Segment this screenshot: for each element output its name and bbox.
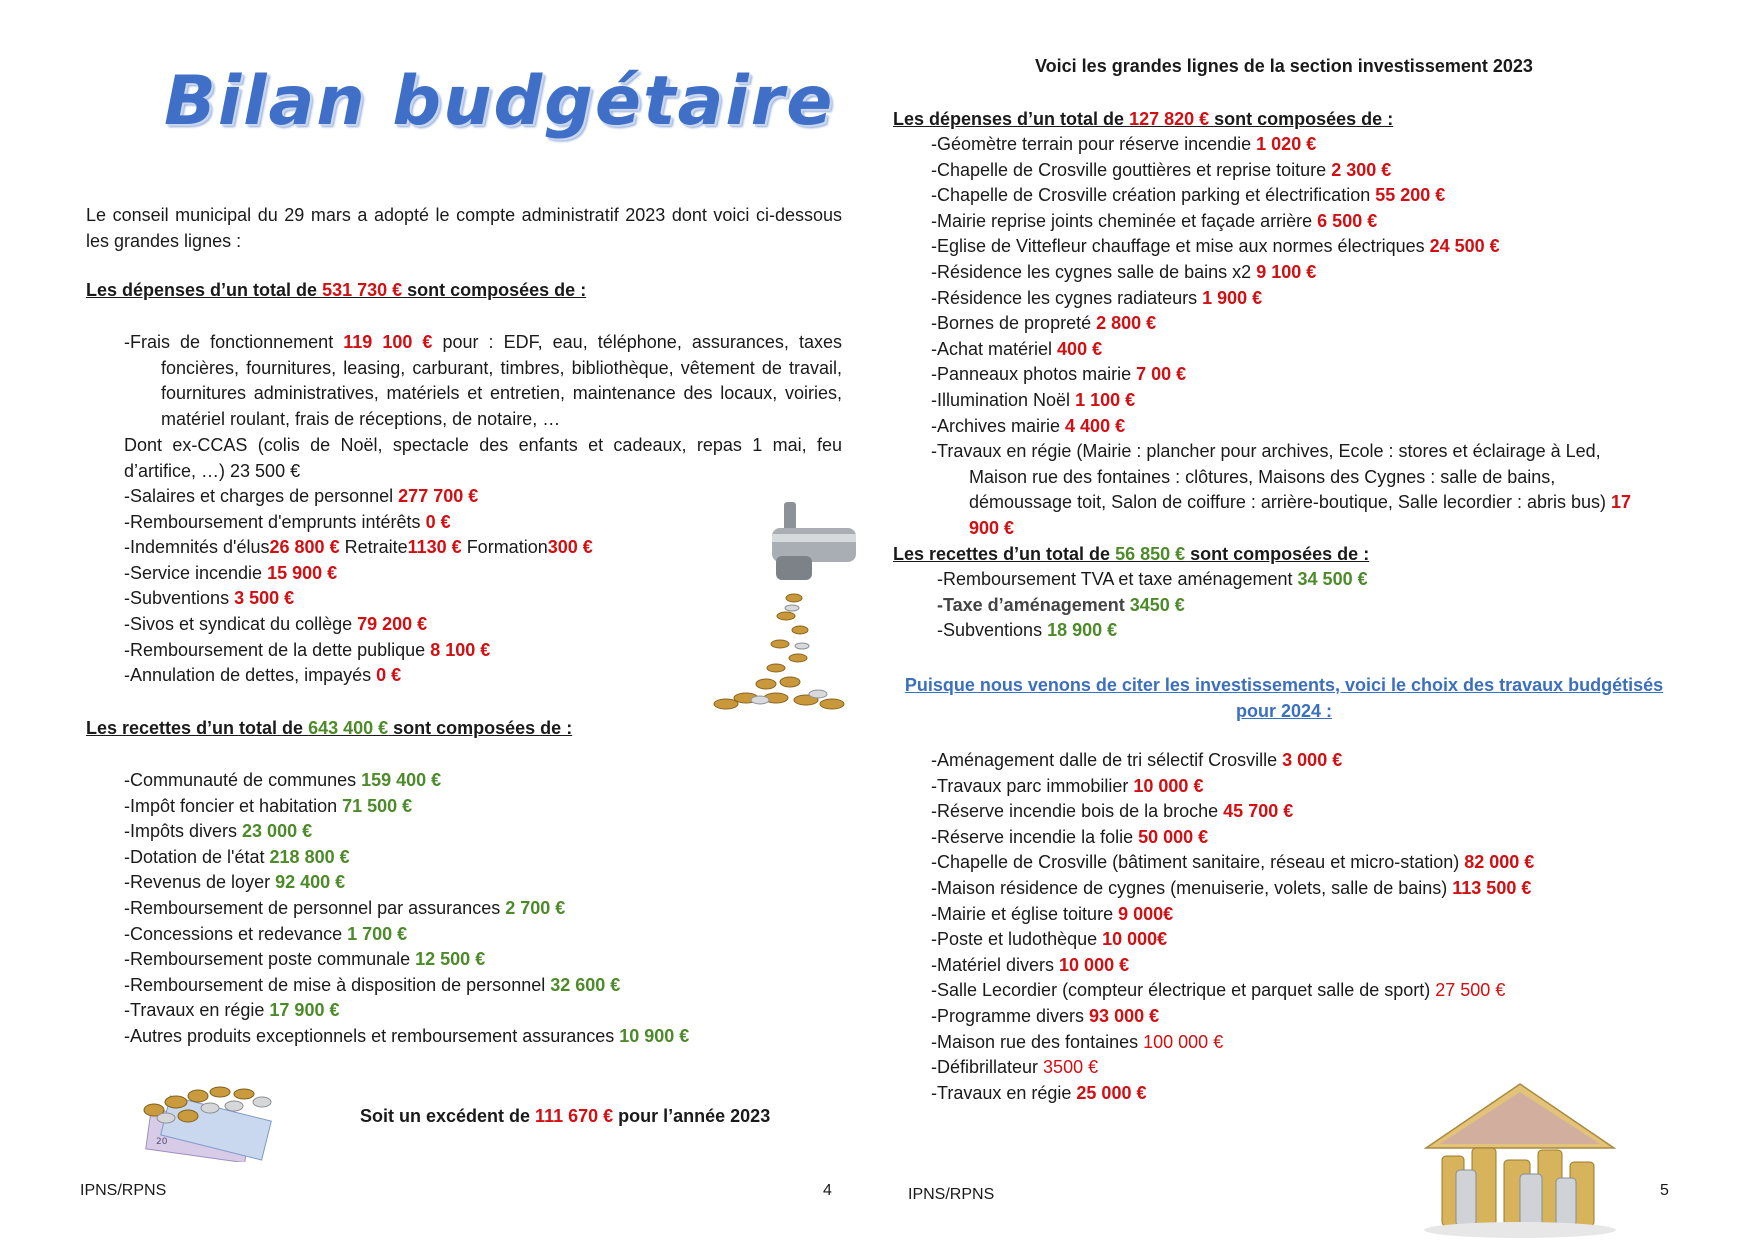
intro-paragraph: Le conseil municipal du 29 mars a adopté le compte administratif 2023 dont voici ci-dessous les grandes lignes : [86,205,842,251]
travaux-2024-list [931,748,1534,1106]
inv-depenses-list [931,132,1500,439]
frais-amount: 119 100 € [343,332,433,352]
item-label: -Taxe d’aménagement [937,594,1130,615]
item-label: -Archives mairie [931,415,1066,436]
item-amount: 3 000 € [1282,750,1343,770]
item-amount: 27 500 € [1435,980,1506,1001]
item-label: -Maison résidence de cygnes (menuiserie, volets, salle de bains) [931,877,1453,898]
item-amount: 3 500 € [234,588,295,609]
item-amount: 26 800 € [269,537,340,558]
item-amount: 2 300 € [1331,159,1392,180]
item-amount: 159 400 € [361,770,442,790]
item-label: -Travaux en régie (Mairie : plancher pour archives, Ecole : stores et éclairage à Led, Maison rue des fontaines : clôtures, Maisons des Cygnes : salle de bains, démoussage toit, Salon de coiffure : arrière-boutique, Salle lecordier : abris bus) [931,441,1612,513]
item-label: -Impôts divers [124,821,243,842]
depenses-heading-pre: Les dépenses d’un total de [86,280,323,300]
item-label: -Communauté de communes [124,770,362,790]
item-label: -Salle Lecordier (compteur électrique et parquet salle de sport) [931,980,1436,1001]
inv-recettes-pre: Les recettes d’un total de [893,544,1116,564]
item-amount: 1 020 € [1256,134,1317,154]
recettes-heading-post: sont composées de : [388,718,573,738]
list-item [931,850,1534,876]
recettes-list [124,768,689,1050]
list-item [124,510,593,536]
item-amount: 1 900 € [1202,287,1263,308]
list-item [124,561,593,587]
list-item [124,1024,689,1050]
excedent-line [360,1106,770,1127]
list-item [124,586,593,612]
travaux-2024-heading: Puisque nous venons de citer les investissements, voici le choix des travaux budgétisés pour 2024 : [904,675,1664,721]
item-amount: 71 500 € [342,795,413,816]
list-item [931,337,1500,363]
list-item [124,638,593,664]
item-amount: 10 000€ [1102,929,1168,950]
list-item [931,132,1500,158]
item-amount: 8 100 € [430,639,491,660]
item-amount: 17 900 € [269,1000,340,1021]
inv-recettes-list [937,567,1368,644]
item-label: -Salaires et charges de personnel [124,486,399,506]
item-amount: 9 100 € [1256,261,1317,282]
list-item [124,768,689,794]
item-label: -Chapelle de Crosville (bâtiment sanitaire, réseau et micro-station) [931,852,1465,873]
item-label: -Remboursement de mise à disposition de personnel [124,974,551,995]
list-item [931,825,1534,851]
item-label: -Réserve incendie bois de la broche [931,801,1224,822]
item-label: -Revenus de loyer [124,872,276,893]
inv-recettes-heading [893,544,1369,565]
item-label: -Défibrillateur [931,1057,1044,1078]
frais-block [124,330,842,432]
item-label: -Remboursement de personnel par assurances [124,897,506,918]
item-amount: 1 100 € [1075,389,1136,410]
page-title: Bilan budgétaire [164,62,835,141]
item-label: -Concessions et redevance [124,923,348,944]
depenses-heading-post: sont composées de : [402,280,587,300]
recettes-heading-pre: Les recettes d’un total de [86,718,309,738]
item-label: -Service incendie [124,562,268,583]
regie-item [931,439,1656,541]
item-label: -Autres produits exceptionnels et remboursement assurances [124,1025,620,1046]
list-item [931,1030,1534,1056]
list-item [931,311,1500,337]
item-amount: 79 200 € [357,613,428,634]
excedent-post: pour l’année 2023 [613,1106,771,1126]
item-label: -Eglise de Vittefleur chauffage et mise aux normes électriques [931,236,1430,257]
list-item [124,612,593,638]
item-label: Retraite [339,537,408,558]
list-item [937,567,1368,593]
list-item [931,1055,1534,1081]
item-amount: 10 900 € [619,1025,690,1046]
item-label: -Géomètre terrain pour réserve incendie [931,134,1257,154]
list-item [931,209,1500,235]
item-label: -Maison rue des fontaines [931,1031,1144,1052]
list-item [124,845,689,871]
item-amount: 277 700 € [398,486,479,506]
list-item [931,927,1534,953]
inv-depenses-post: sont composées de : [1209,109,1394,129]
list-item [931,953,1534,979]
item-amount: 2 700 € [505,897,566,918]
item-label: -Sivos et syndicat du collège [124,613,358,634]
excedent-pre: Soit un excédent de [360,1106,536,1126]
item-amount: 34 500 € [1297,569,1368,589]
item-amount: 3500 € [1043,1057,1099,1078]
ccas-item: Dont ex-CCAS (colis de Noël, spectacle des enfants et cadeaux, repas 1 mai, feu d’artifice, …) 23 500 € [124,435,842,481]
frais-item [124,330,842,432]
item-label: -Résidence les cygnes salle de bains x2 [931,261,1257,282]
list-item [931,774,1534,800]
item-amount: 0 € [376,665,402,686]
inv-depenses-heading [893,109,1393,130]
footer-ipns-right: IPNS/RPNS [908,1186,995,1203]
inv-recettes-total: 56 850 € [1115,544,1186,564]
item-amount: 218 800 € [269,846,350,867]
depenses-list [124,484,593,689]
item-amount: 93 000 € [1089,1005,1160,1026]
item-amount: 6 500 € [1317,210,1378,231]
item-amount: 2 800 € [1096,313,1157,334]
item-label: -Remboursement poste communale [124,949,416,970]
item-amount: 55 200 € [1375,185,1446,206]
item-amount: 10 000 € [1133,775,1204,796]
frais-label: -Frais de fonctionnement [124,332,344,352]
list-item [124,922,689,948]
list-item [124,896,689,922]
list-item [931,876,1534,902]
list-item [124,870,689,896]
item-label: -Travaux en régie [931,1082,1077,1103]
item-label: -Bornes de propreté [931,313,1097,334]
item-amount: 7 00 € [1136,364,1187,385]
item-label: -Matériel divers [931,954,1060,975]
item-label: -Chapelle de Crosville création parking et électrification [931,185,1376,206]
list-item [124,663,593,689]
item-amount: 50 000 € [1138,826,1209,847]
list-item [931,183,1500,209]
page-number: 4 [823,1182,832,1199]
item-label: -Aménagement dalle de tri sélectif Crosville [931,750,1283,770]
inv-depenses-pre: Les dépenses d’un total de [893,109,1130,129]
list-item [931,978,1534,1004]
page-number-right: 5 [1660,1182,1669,1199]
item-label: -Mairie reprise joints cheminée et façade arrière [931,210,1318,231]
list-item [931,414,1500,440]
item-amount: 25 000 € [1076,1082,1147,1103]
item-label: -Annulation de dettes, impayés [124,665,377,686]
item-amount: 12 500 € [415,949,486,970]
item-label: -Indemnités d'élus [124,537,270,558]
item-label: -Réserve incendie la folie [931,826,1139,847]
list-item [937,593,1368,619]
item-label: -Achat matériel [931,338,1058,359]
item-amount: 10 000 € [1059,954,1130,975]
coin-house-image [1416,1078,1624,1240]
investissement-title: Voici les grandes lignes de la section investissement 2023 [1035,56,1533,76]
list-item [124,484,593,510]
excedent-amount: 111 670 € [535,1106,614,1126]
item-label: -Remboursement de la dette publique [124,639,431,660]
item-label: -Subventions [124,588,235,609]
item-label: -Programme divers [931,1005,1090,1026]
list-item [124,794,689,820]
list-item [931,362,1500,388]
item-label: -Illumination Noël [931,389,1076,410]
item-amount: 92 400 € [275,872,346,893]
list-item [931,260,1500,286]
faucet-coins-image [706,498,856,716]
item-amount: 24 500 € [1429,236,1500,257]
item-label: Formation [461,537,548,558]
list-item [937,618,1368,644]
svg-text:20: 20 [156,1137,168,1147]
item-amount: 1 700 € [347,923,408,944]
item-amount: 82 000 € [1464,852,1535,873]
item-amount: 4 400 € [1065,415,1126,436]
list-item [931,1004,1534,1030]
list-item [124,973,689,999]
list-item [931,388,1500,414]
item-amount: 45 700 € [1223,801,1294,822]
item-label: -Travaux parc immobilier [931,775,1134,796]
list-item [124,998,689,1024]
item-label: -Dotation de l'état [124,846,270,867]
item-amount: 3450 € [1129,594,1185,615]
item-amount: 23 000 € [242,821,313,842]
list-item [931,234,1500,260]
list-item [931,158,1500,184]
item-label: -Subventions [937,620,1048,641]
item-amount: 113 500 € [1452,877,1532,898]
depenses-total: 531 730 € [322,280,403,300]
list-item [124,535,593,561]
recettes-total: 643 400 € [308,718,389,738]
item-amount: 100 000 € [1143,1031,1224,1052]
item-label: -Résidence les cygnes radiateurs [931,287,1203,308]
list-item [124,819,689,845]
item-amount: 400 € [1057,338,1103,359]
item-amount: 300 € [547,537,593,558]
frais-detail: pour : EDF, eau, téléphone, assurances, taxes foncières, fournitures, leasing, carburant, timbres, bibliothèque, vêtement de travail, fournitures administratives, matériels et entretien, maintenance des locaux, voiries, matériel roulant, frais de réceptions, de notaire, … [161,332,842,429]
item-amount: 1130 € [407,537,462,558]
list-item [931,799,1534,825]
list-item [124,947,689,973]
item-amount: 15 900 € [267,562,338,583]
inv-recettes-post: sont composées de : [1185,544,1370,564]
item-label: -Chapelle de Crosville gouttières et reprise toiture [931,159,1332,180]
inv-depenses-total: 127 820 € [1129,109,1210,129]
list-item [931,286,1500,312]
list-item [931,748,1534,774]
list-item [931,902,1534,928]
item-label: -Travaux en régie [124,1000,270,1021]
item-amount: 18 900 € [1047,620,1118,641]
recettes-heading [86,718,572,739]
item-label: -Mairie et église toiture [931,903,1119,924]
item-amount: 9 000€ [1118,903,1174,924]
item-label: -Poste et ludothèque [931,929,1103,950]
item-label: -Impôt foncier et habitation [124,795,343,816]
item-amount: 32 600 € [550,974,621,995]
item-label: -Panneaux photos mairie [931,364,1137,385]
depenses-heading [86,280,586,301]
item-label: -Remboursement d'emprunts intérêts [124,511,426,532]
euro-bills-coins-image [134,1082,292,1162]
item-amount: 0 € [425,511,451,532]
item-amount: 17 900 € [969,492,1632,538]
item-label: -Remboursement TVA et taxe aménagement [937,569,1298,589]
footer-ipns: IPNS/RPNS [80,1182,167,1199]
